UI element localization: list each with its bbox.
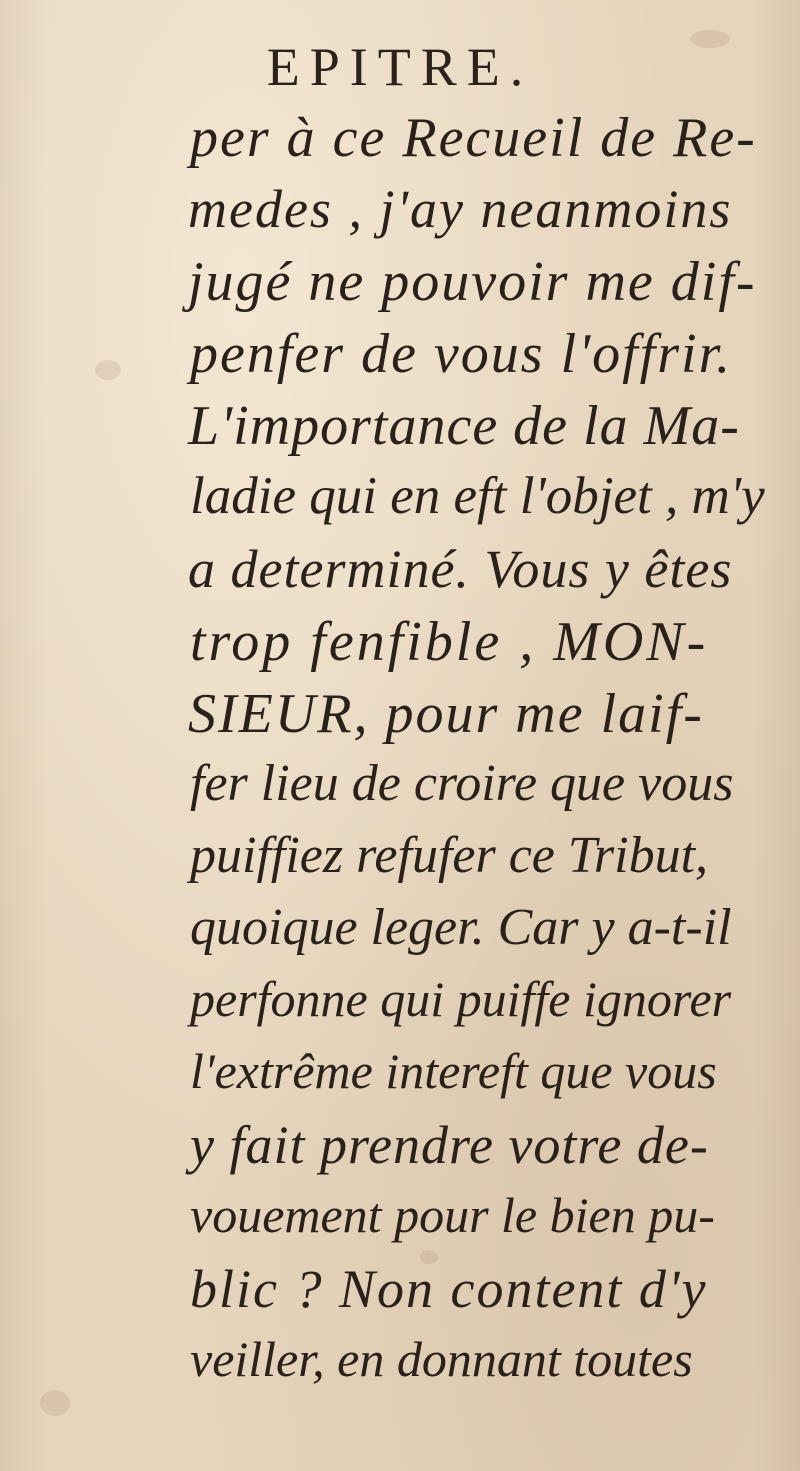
text-line: medes , j'ay neanmoins [188,179,733,239]
text-line: SIEUR, pour me laif- [188,683,704,745]
text-line: jugé ne pouvoir me dif- [188,251,757,313]
text-line: vouement pour le bien pu- [190,1187,715,1243]
text-line: fer lieu de croire que vous [190,755,734,812]
page-header: EPITRE. [266,37,534,97]
text-line: per à ce Recueil de Re- [190,107,757,169]
text-line: y fait prendre votre de- [190,1115,709,1175]
text-line: penfer de vous l'offrir. [190,323,733,385]
text-line: a determiné. Vous y êtes [188,539,733,599]
text-line: l'extrême intereft que vous [190,1043,717,1099]
text-line: puiffiez refufer ce Tribut, [190,827,709,884]
text-line: veiller, en donnant toutes [190,1331,693,1387]
text-line: trop fenfible , MON- [190,611,709,673]
text-line: blic ? Non content d'y [190,1259,708,1319]
text-line: ladie qui en eft l'objet , m'y [190,467,765,525]
text-line: L'importance de la Ma- [188,395,740,457]
text-line: perfonne qui puiffe ignorer [190,971,732,1027]
text-line: quoique leger. Car y a-t-il [190,899,732,956]
